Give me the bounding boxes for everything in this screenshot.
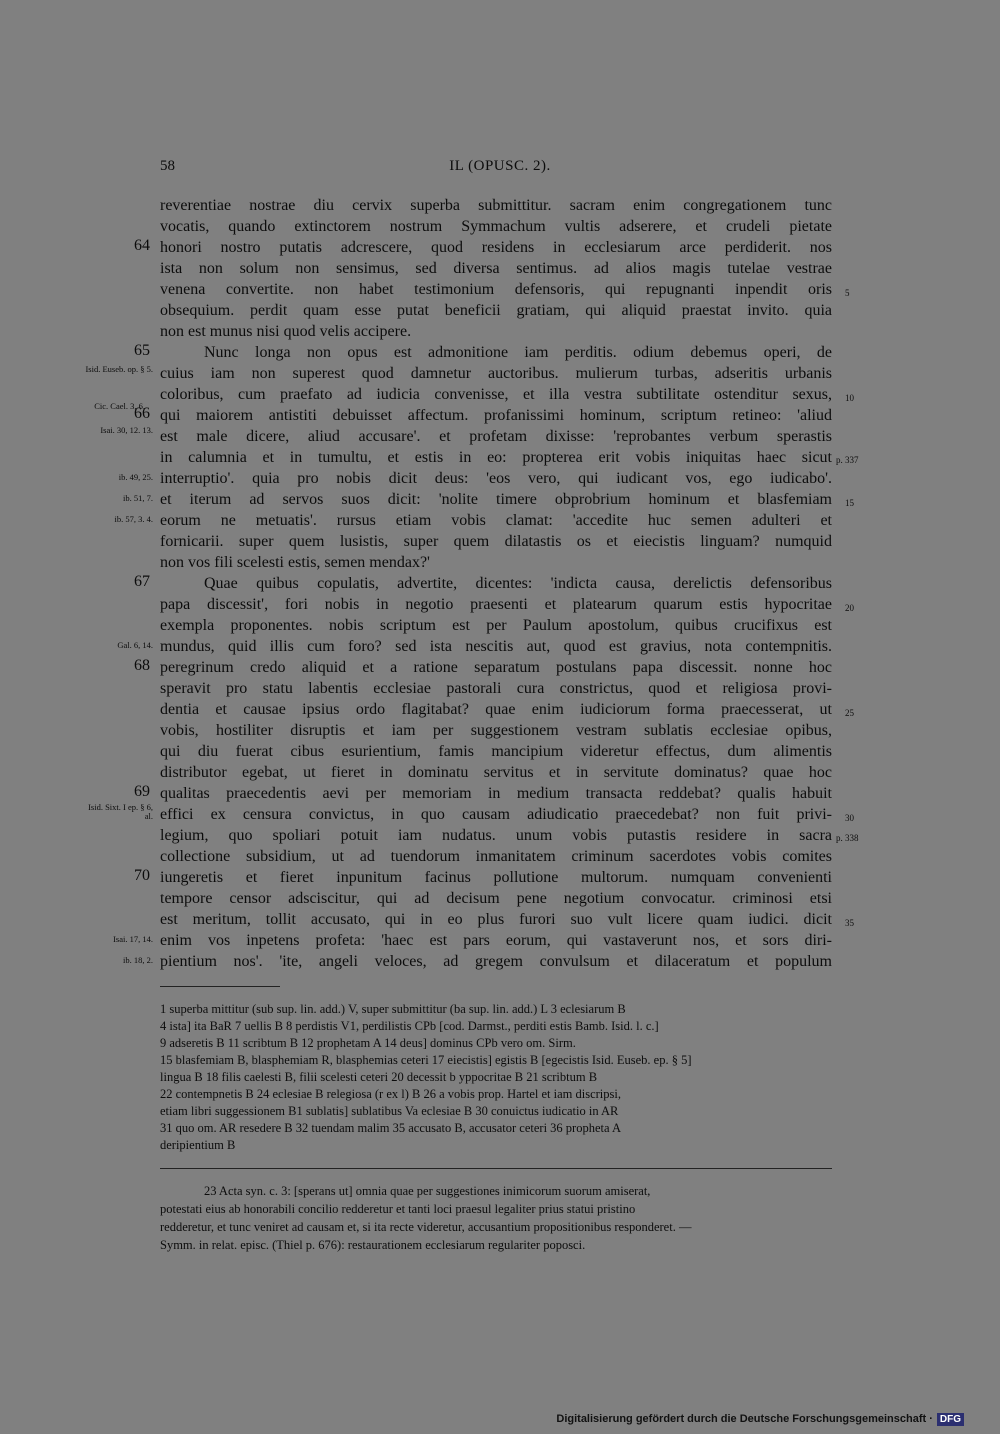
apparatus-line: deripientium B [160,1138,236,1152]
note-line: potestati eius ab honorabili concilio redderetur et tanti loci praesul legaliter prius statui pristino [160,1202,636,1216]
section-number: 68 [134,657,150,674]
apparatus-line: 31 quo om. AR resedere B 32 tuendam malim 35 accusato B, accusator ceteri 36 propheta A [160,1121,621,1135]
text-line: obsequium. perdit quam esse putat beneficii gratiam, qui aliquid praestat invito. quia [160,302,832,319]
apparatus-line: 4 ista] ita BaR 7 uellis B 8 perdistis V1, perdilistis CPb [cod. Darmst., perditi estis Bamb. Isid. l. c.] [160,1019,659,1033]
text-line: distributor egebat, ut fieret in dominatu servitus et in servitute dominatus? quae hoc [160,764,832,781]
apparatus-line: 22 contempnetis B 24 eclesiae B relegiosa (r ex l) B 26 a vobis prop. Hartel et iam discripsi, [160,1087,621,1101]
text-line: legium, quo spoliari potuit iam nudatus. unum vobis putastis residere in sacra [160,827,832,844]
text-line: iungeretis et fieret inpunitum facinus pollutione multorum. numquam convenienti [160,869,832,886]
note-line: Symm. in relat. episc. (Thiel p. 676): restaurationem ecclesiarum regulariter poposci. [160,1238,586,1252]
section-number: 66 [134,405,150,422]
text-line: enim vos inpetens profeta: 'haec est pars eorum, qui vastaverunt nos, et sors diri- [160,932,832,949]
line-counter: 35 [845,918,854,928]
source-page-ref: p. 337 [836,455,859,465]
apparatus-line: etiam libri suggessionem B1 sublatis] sublatibus Va eclesiae B 30 conuictus iudicatio in AR [160,1104,619,1118]
margin-reference: Isid. Sixt. I ep. § 6, al. [88,802,153,821]
funding-footer [556,1413,964,1426]
margin-reference: Isid. Euseb. op. § 5. [85,364,153,374]
section-number: 67 [134,573,150,590]
text-line: fornicarii. super quem lusistis, super quem dilatastis os et eiecistis linguam? numquid [160,533,832,550]
note-line: 23 Acta syn. c. 3: [sperans ut] omnia quae per suggestiones inimicorum suorum amiserat, [204,1184,651,1198]
line-counter: 10 [845,393,854,403]
page-number: 58 [160,158,175,174]
text-line: effici ex censura convictus, in quo causam adiudicatio praecedebat? non fuit privi- [160,806,832,823]
text-line: exempla proponentes. nobis scriptum est per Paulum apostolum, quibus crucifixus est [160,617,832,634]
text-line: coloribus, cum praefato ad iudicia convenisse, et illa vestra subtilitate ostenditur sexus, [160,386,832,403]
note-line: redderetur, et tunc veniret ad causam et, si ita recte videretur, accusantium propositionibus responderet. — [160,1220,692,1234]
text-line: cuius iam non superest quod damnetur auctoribus. mulierum turbas, adseritis urbanis [160,365,832,382]
margin-reference: Gal. 6, 14. [117,640,153,650]
text-line: Quae quibus copulatis, advertite, dicentes: 'indicta causa, derelictis defensoribus [204,575,832,592]
text-line: vobis, hostiliter disruptis et iam per suggestionem vestram sublatis ecclesiae opibus, [160,722,832,739]
text-line: non vos fili scelesti estis, semen mendax?' [160,554,430,571]
line-counter: 25 [845,708,854,718]
line-counter: 15 [845,498,854,508]
line-counter: 30 [845,813,854,823]
text-line: reverentiae nostrae diu cervix superba submittitur. sacram enim congregationem tunc [160,197,832,214]
text-line: ista non solum non sensimus, sed diversa sentimus. ad alios magis tutelae vestrae [160,260,832,277]
section-number: 70 [134,867,150,884]
apparatus-line: 15 blasfemiam B, blasphemiam R, blasphemias ceteri 17 eiecistis] egistis B [egecistis Isid. Euseb. ep. § 5] [160,1053,692,1067]
margin-reference: ib. 57, 3. 4. [114,514,153,524]
text-line: peregrinum credo aliquid et a ratione separatum postulans papa discessit. nonne hoc [160,659,832,676]
text-line: collectione subsidium, ut ad tuendorum inmanitatem criminum sacerdotes vobis comites [160,848,832,865]
source-page-ref: p. 338 [836,833,859,843]
margin-reference: ib. 18, 2. [123,955,153,965]
text-line: papa discessit', fori nobis in negotio praesenti et platearum quarum estis hypocritae [160,596,832,613]
text-line: honori nostro putatis adcrescere, quod residens in ecclesiarum arce perdiderit. nos [160,239,832,256]
margin-reference: ib. 51, 7. [123,493,153,503]
text-line: dentia et causae ipsius ordo flagitabat? quae enim iudiciorum forma praecesserat, ut [160,701,832,718]
text-line: tempore censor adsciscitur, qui ad decisum pene negotium convocatur. criminosi etsi [160,890,832,907]
text-line: speravit pro statu labentis ecclesiae pastorali cura constrictus, quod et religiosa provi- [160,680,832,697]
text-line: qualitas praecedentis aevi per memoriam in medium transacta reddebat? qualis habuit [160,785,832,802]
line-counter: 5 [845,288,850,298]
apparatus-line: lingua B 18 filis caelesti B, filii scelesti ceteri 20 decessit b yppocritae B 21 scribtum B [160,1070,598,1084]
apparatus-line: 9 adseretis B 11 scribtum B 12 prophetam A 14 deus] dominus CPb vero om. Sirm. [160,1036,576,1050]
margin-reference: Cic. Cael. 3, 6. [94,401,145,411]
line-counter: 20 [845,603,854,613]
text-line: vocatis, quando extinctorem nostrum Symmachum vultis adserere, et crudeli pietate [160,218,832,235]
text-line: interruptio'. quia pro nobis dicit deus: 'eos vero, qui iudicant vos, ego iudicabo'. [160,470,832,487]
text-line: in calumnia et in tumultu, et estis in eo: propterea erit vobis iniquitas haec sicut [160,449,832,466]
text-line: est male dicere, aliud accusare'. et profetam dixisse: 'reprobantes verbum sperastis [160,428,832,445]
margin-reference: Isai. 17, 14. [113,934,153,944]
text-line: non est munus nisi quod velis accipere. [160,323,412,340]
dfg-logo: DFG [937,1413,964,1426]
text-line: est meritum, tollit accusato, qui in eo plus furori suo vult licere quam iudici. dicit [160,911,832,928]
section-number: 65 [134,342,150,359]
section-number: 64 [134,237,150,254]
text-line: pientium nos'. 'ite, angeli veloces, ad gregem convulsum et dilaceratum et populum [160,953,832,970]
text-line: eorum ne metuatis'. rursus etiam vobis clamat: 'accedite huc semen adulteri et [160,512,832,529]
margin-reference: ib. 49, 25. [118,472,153,482]
running-title: IL (OPUSC. 2). [449,158,551,174]
apparatus-line: 1 superba mittitur (sub sup. lin. add.) V, super submittitur (ba sup. lin. add.) L 3 eclesiarum B [160,1002,626,1016]
text-line: venena convertite. non habet testimonium defensoris, qui repugnanti inpendit oris [160,281,832,298]
margin-reference: Isai. 30, 12. 13. [100,425,153,435]
text-line: mundus, quid illis cum foro? sed ista nescitis aut, quod est gravius, nota contempnitis. [160,638,832,655]
text-line: et iterum ad servos suos dicit: 'nolite timere obprobrium hominum et blasfemiam [160,491,832,508]
text-line: qui maiorem antistiti debuisset affectum. profanissimi hominum, scriptum retineo: 'aliud [160,407,832,424]
text-line: Nunc longa non opus est admonitione iam perditis. odium debemus operi, de [204,344,832,361]
text-line: qui diu fuerat cibus esurientium, famis mancipium videretur effectus, dum alimentis [160,743,832,760]
section-number: 69 [134,783,150,800]
apparatus-rule [160,986,280,987]
footer-text: Digitalisierung gefördert durch die Deutsche Forschungsgemeinschaft · [556,1413,933,1425]
notes-rule [160,1168,832,1169]
